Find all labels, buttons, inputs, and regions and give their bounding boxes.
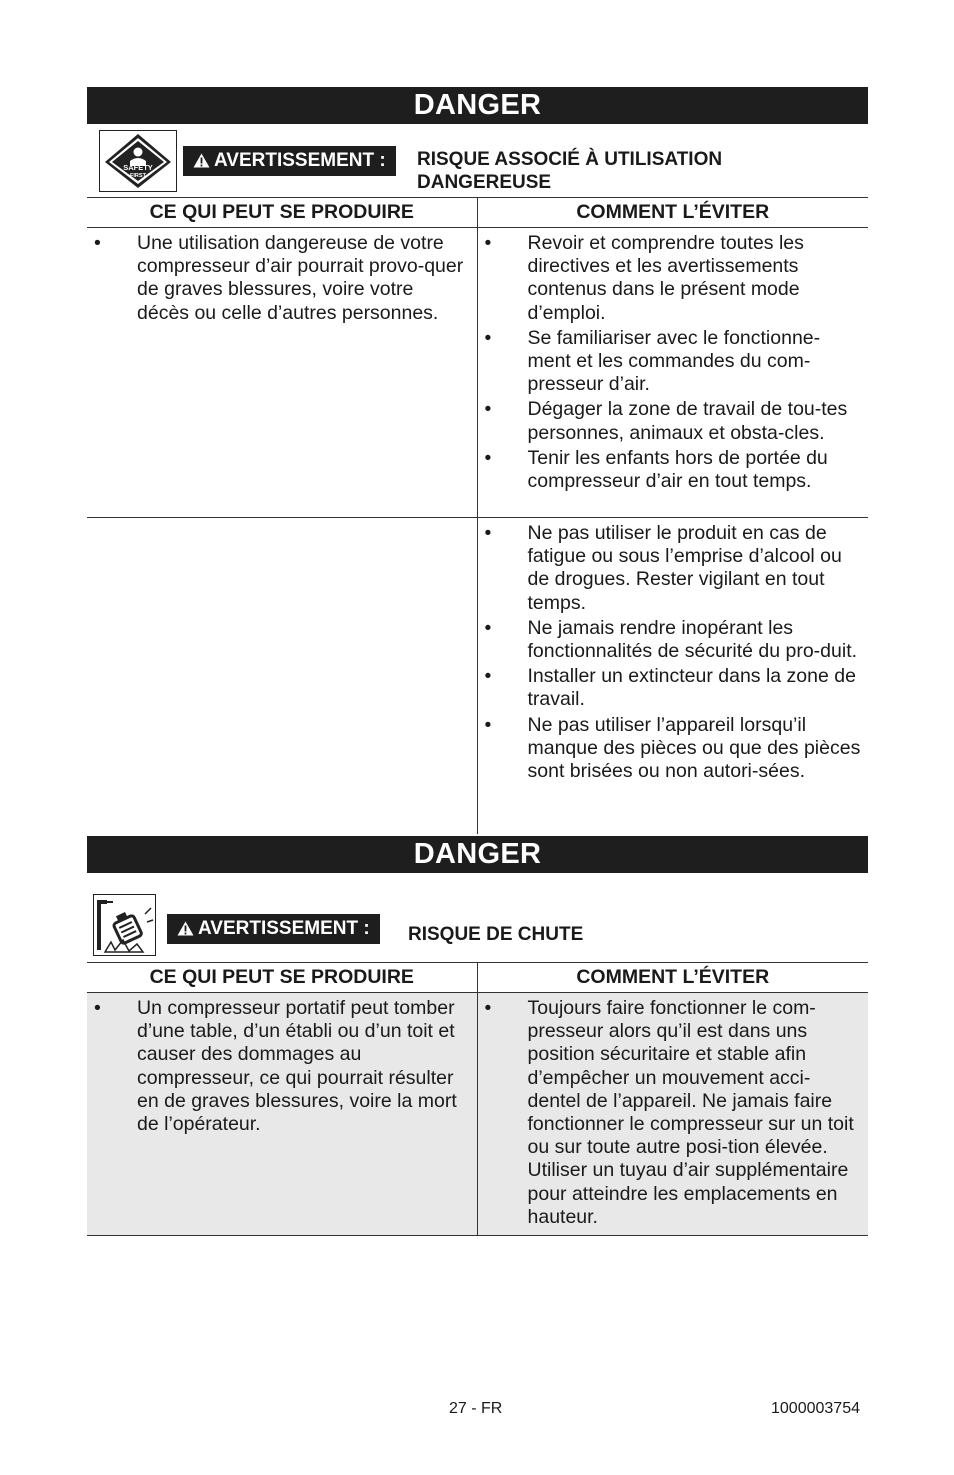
column-header-what-can-happen: CE QUI PEUT SE PRODUIRE xyxy=(87,963,477,993)
what-can-happen-cell xyxy=(87,993,477,1236)
risk-title: RISQUE ASSOCIÉ À UTILISATION DANGEREUSE xyxy=(417,149,723,193)
how-to-avoid-cell xyxy=(477,518,868,835)
list-item: • Ne pas utiliser le produit en cas de fatigue ou sous l’emprise d’alcool ou de drogues. Rester vigilant en tout temps. xyxy=(478,522,863,615)
list-item: • Installer un extincteur dans la zone de travail. xyxy=(478,665,863,711)
what-can-happen-cell xyxy=(87,518,477,835)
avertissement-badge xyxy=(183,146,396,176)
document-number: 1000003754 xyxy=(771,1400,860,1417)
table-row xyxy=(87,993,868,1236)
list-item: • Ne pas utiliser l’appareil lorsqu’il manque des pièces ou que des pièces sont brisées ou non autori-sées. xyxy=(478,714,863,784)
svg-text:SAFETY: SAFETY xyxy=(123,163,153,172)
warning-triangle-icon xyxy=(193,153,210,168)
danger-section-falling xyxy=(87,836,868,1236)
what-can-happen-cell xyxy=(87,228,477,518)
risk-title: RISQUE DE CHUTE xyxy=(408,924,584,945)
falling-compressor-icon xyxy=(93,894,156,956)
list-item: • Se familiariser avec le fonctionne-ment et les commandes du com-presseur d’air. xyxy=(478,327,863,397)
list-item: • Toujours faire fonctionner le com-presseur alors qu’il est dans uns position sécuritaire et stable afin d’empêcher un mouvement acci-dentel de l’appareil. Ne jamais faire fonctionner le compresseur sur un toit ou sur toute autre posi-tion élevée. Utiliser un tuyau d’air supplémentaire pour atteindre les emplacements en hauteur. xyxy=(478,997,863,1229)
danger-banner: DANGER xyxy=(87,87,868,124)
danger-section-general xyxy=(87,87,868,834)
column-header-how-to-avoid: COMMENT L’ÉVITER xyxy=(477,963,868,993)
warning-header xyxy=(87,124,868,197)
table-row xyxy=(87,518,868,835)
table-row xyxy=(87,228,868,518)
column-header-what-can-happen: CE QUI PEUT SE PRODUIRE xyxy=(87,198,477,228)
avertissement-label: AVERTISSEMENT : xyxy=(198,918,370,939)
avertissement-badge xyxy=(167,914,380,944)
danger-banner: DANGER xyxy=(87,836,868,873)
svg-text:FIRST: FIRST xyxy=(130,173,146,179)
list-item: • Revoir et comprendre toutes les directives et les avertissements contenus dans le présent mode d’emploi. xyxy=(478,232,863,325)
how-to-avoid-cell xyxy=(477,228,868,518)
list-item: • Ne jamais rendre inopérant les fonctionnalités de sécurité du pro-duit. xyxy=(478,617,863,663)
safety-first-icon xyxy=(99,130,177,192)
risk-table xyxy=(87,197,868,834)
list-item: • Un compresseur portatif peut tomber d’une table, d’un établi ou d’un toit et causer des dommages au compresseur, ce qui pourrait résulter en de graves blessures, voire la mort de l’opérateur. xyxy=(87,997,471,1136)
avertissement-label: AVERTISSEMENT : xyxy=(214,150,386,171)
list-item: • Une utilisation dangereuse de votre compresseur d’air pourrait provo-quer de graves blessures, voire votre décès ou celle d’autres personnes. xyxy=(87,232,471,325)
warning-header xyxy=(87,873,868,962)
column-header-how-to-avoid: COMMENT L’ÉVITER xyxy=(477,198,868,228)
list-item: • Tenir les enfants hors de portée du compresseur d’air en tout temps. xyxy=(478,447,863,493)
how-to-avoid-cell xyxy=(477,993,868,1236)
page-number: 27 - FR xyxy=(449,1400,503,1417)
risk-table xyxy=(87,962,868,1236)
warning-triangle-icon xyxy=(177,921,194,936)
list-item: • Dégager la zone de travail de tou-tes personnes, animaux et obsta-cles. xyxy=(478,398,863,444)
